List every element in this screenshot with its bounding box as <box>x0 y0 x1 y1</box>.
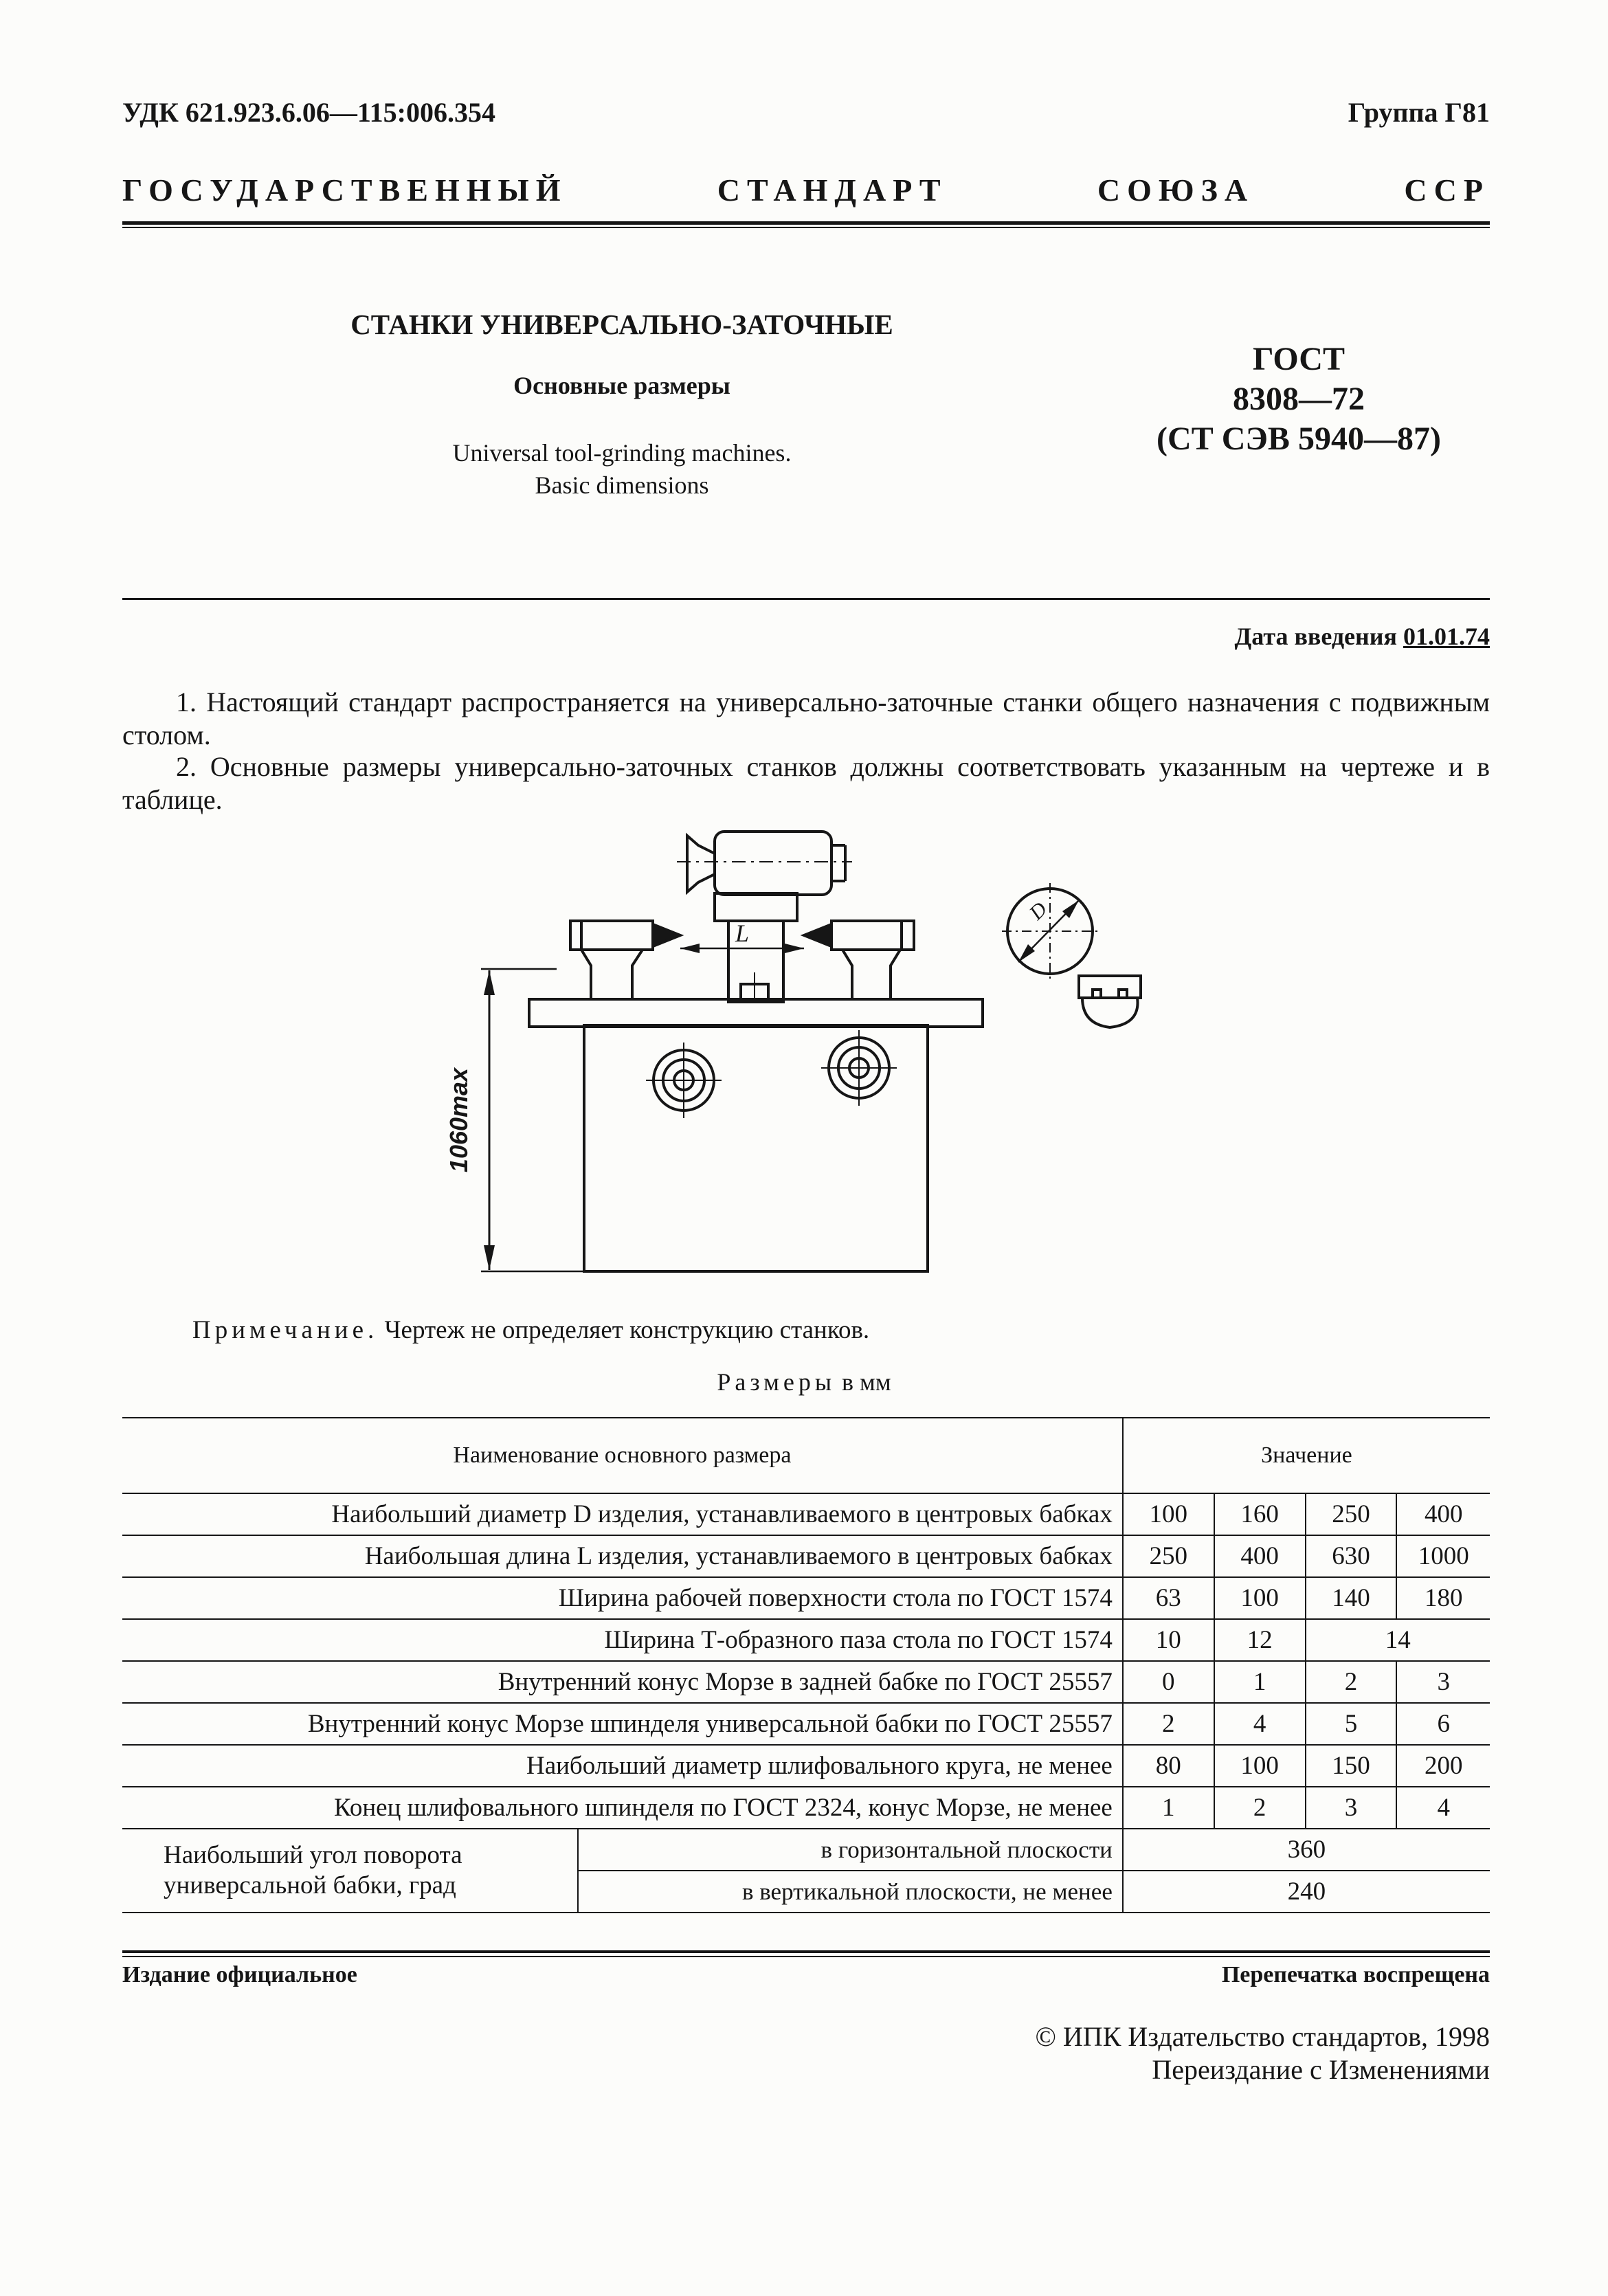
paragraph-2: 2. Основные размеры универсально-заточных станков должны соответствовать указанным на чертеже и в таблице. <box>122 751 1490 815</box>
rotation-horizontal-label: в горизонтальной плоскости <box>578 1829 1123 1871</box>
footer-rule-thin <box>122 1956 1490 1957</box>
row-name: Наибольшая длина L изделия, устанавливаемого в центровых бабках <box>122 1535 1123 1577</box>
units-caption <box>0 1368 1608 1396</box>
left-centre-head <box>570 921 680 999</box>
diameter-view <box>1002 883 1098 979</box>
state-header-word-4: ССР <box>1404 172 1490 208</box>
handwheel-left-icon <box>646 1043 722 1118</box>
cell: 10 <box>1123 1619 1214 1661</box>
cell: 5 <box>1306 1703 1397 1745</box>
document-title: СТАНКИ УНИВЕРСАЛЬНО-ЗАТОЧНЫЕ <box>350 309 893 340</box>
gost-number: 8308—72 <box>1233 381 1365 417</box>
publisher-block <box>1036 2020 1490 2086</box>
note-label: Примечание. <box>192 1316 379 1344</box>
cell: 400 <box>1214 1535 1306 1577</box>
table-row <box>122 1787 1490 1829</box>
machine-base <box>584 1025 928 1271</box>
cell: 63 <box>1123 1577 1214 1619</box>
cell: 12 <box>1214 1619 1306 1661</box>
handwheel-right-icon <box>821 1030 897 1106</box>
reissue-note: Переиздание с Изменениями <box>1152 2054 1490 2085</box>
udk-code: УДК 621.923.6.06—115:006.354 <box>122 97 495 128</box>
arrow-right-icon <box>785 944 804 953</box>
cell: 1000 <box>1396 1535 1490 1577</box>
official-edition: Издание официальное <box>122 1962 357 1987</box>
machine-drawing <box>426 818 1196 1292</box>
drawing-note <box>192 1315 869 1345</box>
cell: 1 <box>1123 1787 1214 1829</box>
table-row <box>122 1535 1490 1577</box>
rotation-name: Наибольший угол поворота универсальной бабки, град <box>122 1829 578 1913</box>
col-header-value: Значение <box>1123 1418 1490 1493</box>
cell: 150 <box>1306 1745 1397 1787</box>
rotation-vertical-value: 240 <box>1123 1871 1490 1913</box>
cell: 200 <box>1396 1745 1490 1787</box>
table-row <box>122 1493 1490 1535</box>
cell: 140 <box>1306 1577 1397 1619</box>
rotation-vertical-label: в вертикальной плоскости, не менее <box>578 1871 1123 1913</box>
row-name: Наибольший диаметр D изделия, устанавливаемого в центровых бабках <box>122 1493 1123 1535</box>
gost-designation <box>1127 339 1471 459</box>
dimensions-table <box>122 1417 1490 1913</box>
table-row <box>122 1577 1490 1619</box>
gost-sev: (СТ СЭВ 5940—87) <box>1157 421 1441 457</box>
header-rule-thin <box>122 227 1490 228</box>
height-label: 1060max <box>445 1067 473 1173</box>
row-name: Внутренний конус Морзе шпинделя универсальной бабки по ГОСТ 25557 <box>122 1703 1123 1745</box>
cell: 4 <box>1214 1703 1306 1745</box>
table-row-rotation-horizontal <box>122 1829 1490 1871</box>
reprint-prohibited: Перепечатка воспрещена <box>1221 1962 1490 1987</box>
gost-label: ГОСТ <box>1253 341 1345 377</box>
intro-date-label: Дата введения <box>1234 623 1397 650</box>
cell: 1 <box>1214 1661 1306 1703</box>
document-subtitle: Основные размеры <box>513 372 730 399</box>
state-standard-header <box>122 172 1490 208</box>
header-rule-thick <box>122 221 1490 225</box>
state-header-word-1: ГОСУДАРСТВЕННЫЙ <box>122 172 568 208</box>
cell: 250 <box>1306 1493 1397 1535</box>
table-row <box>122 1745 1490 1787</box>
english-title <box>330 437 914 502</box>
cell: 14 <box>1306 1619 1490 1661</box>
cell: 6 <box>1396 1703 1490 1745</box>
state-header-word-2: СТАНДАРТ <box>717 172 948 208</box>
table-row <box>122 1619 1490 1661</box>
note-text: Чертеж не определяет конструкцию станков. <box>384 1316 870 1344</box>
cell: 3 <box>1306 1787 1397 1829</box>
paragraph-1: 1. Настоящий стандарт распространяется на универсально-заточные станки общего назначения с подвижным столом. <box>122 687 1490 750</box>
cell: 80 <box>1123 1745 1214 1787</box>
units-unit: в мм <box>842 1368 891 1396</box>
arrow-up-icon <box>484 970 495 995</box>
intro-date-value: 01.01.74 <box>1403 623 1490 650</box>
row-name: Ширина Т-образного паза стола по ГОСТ 1574 <box>122 1619 1123 1661</box>
cell: 100 <box>1214 1577 1306 1619</box>
english-title-line-1: Universal tool-grinding machines. <box>452 439 792 467</box>
table-row <box>122 1661 1490 1703</box>
cell: 2 <box>1306 1661 1397 1703</box>
table-header-row <box>122 1418 1490 1493</box>
state-header-word-3: СОЮЗА <box>1097 172 1255 208</box>
cell: 0 <box>1123 1661 1214 1703</box>
arrow-left-icon <box>680 944 700 953</box>
cell: 400 <box>1396 1493 1490 1535</box>
cell: 2 <box>1214 1787 1306 1829</box>
title-rule <box>122 598 1490 600</box>
introduction-date <box>1235 622 1490 651</box>
footer-rule-thick <box>122 1950 1490 1953</box>
english-title-line-2: Basic dimensions <box>535 471 709 499</box>
cell: 630 <box>1306 1535 1397 1577</box>
cell: 100 <box>1123 1493 1214 1535</box>
table-row <box>122 1703 1490 1745</box>
row-name: Внутренний конус Морзе в задней бабке по ГОСТ 25557 <box>122 1661 1123 1703</box>
cell: 4 <box>1396 1787 1490 1829</box>
cell: 250 <box>1123 1535 1214 1577</box>
col-header-name: Наименование основного размера <box>122 1418 1123 1493</box>
row-name: Наибольший диаметр шлифовального круга, не менее <box>122 1745 1123 1787</box>
right-centre-head <box>804 921 914 999</box>
group-code: Группа Г81 <box>1348 97 1490 128</box>
units-spaced: Размеры <box>717 1368 836 1396</box>
cell: 100 <box>1214 1745 1306 1787</box>
row-name: Конец шлифовального шпинделя по ГОСТ 2324, конус Морзе, не менее <box>122 1787 1123 1829</box>
length-label: L <box>735 919 750 947</box>
row-name: Ширина рабочей поверхности стола по ГОСТ 1574 <box>122 1577 1123 1619</box>
publisher-copyright: © ИПК Издательство стандартов, 1998 <box>1035 2021 1490 2052</box>
t-slot-section-icon <box>1079 976 1141 1027</box>
arrow-down-icon <box>484 1245 495 1270</box>
cell: 2 <box>1123 1703 1214 1745</box>
cell: 160 <box>1214 1493 1306 1535</box>
cell: 180 <box>1396 1577 1490 1619</box>
rotation-horizontal-value: 360 <box>1123 1829 1490 1871</box>
cell: 3 <box>1396 1661 1490 1703</box>
diameter-label: D <box>1025 898 1052 924</box>
grinding-head <box>677 832 852 1002</box>
